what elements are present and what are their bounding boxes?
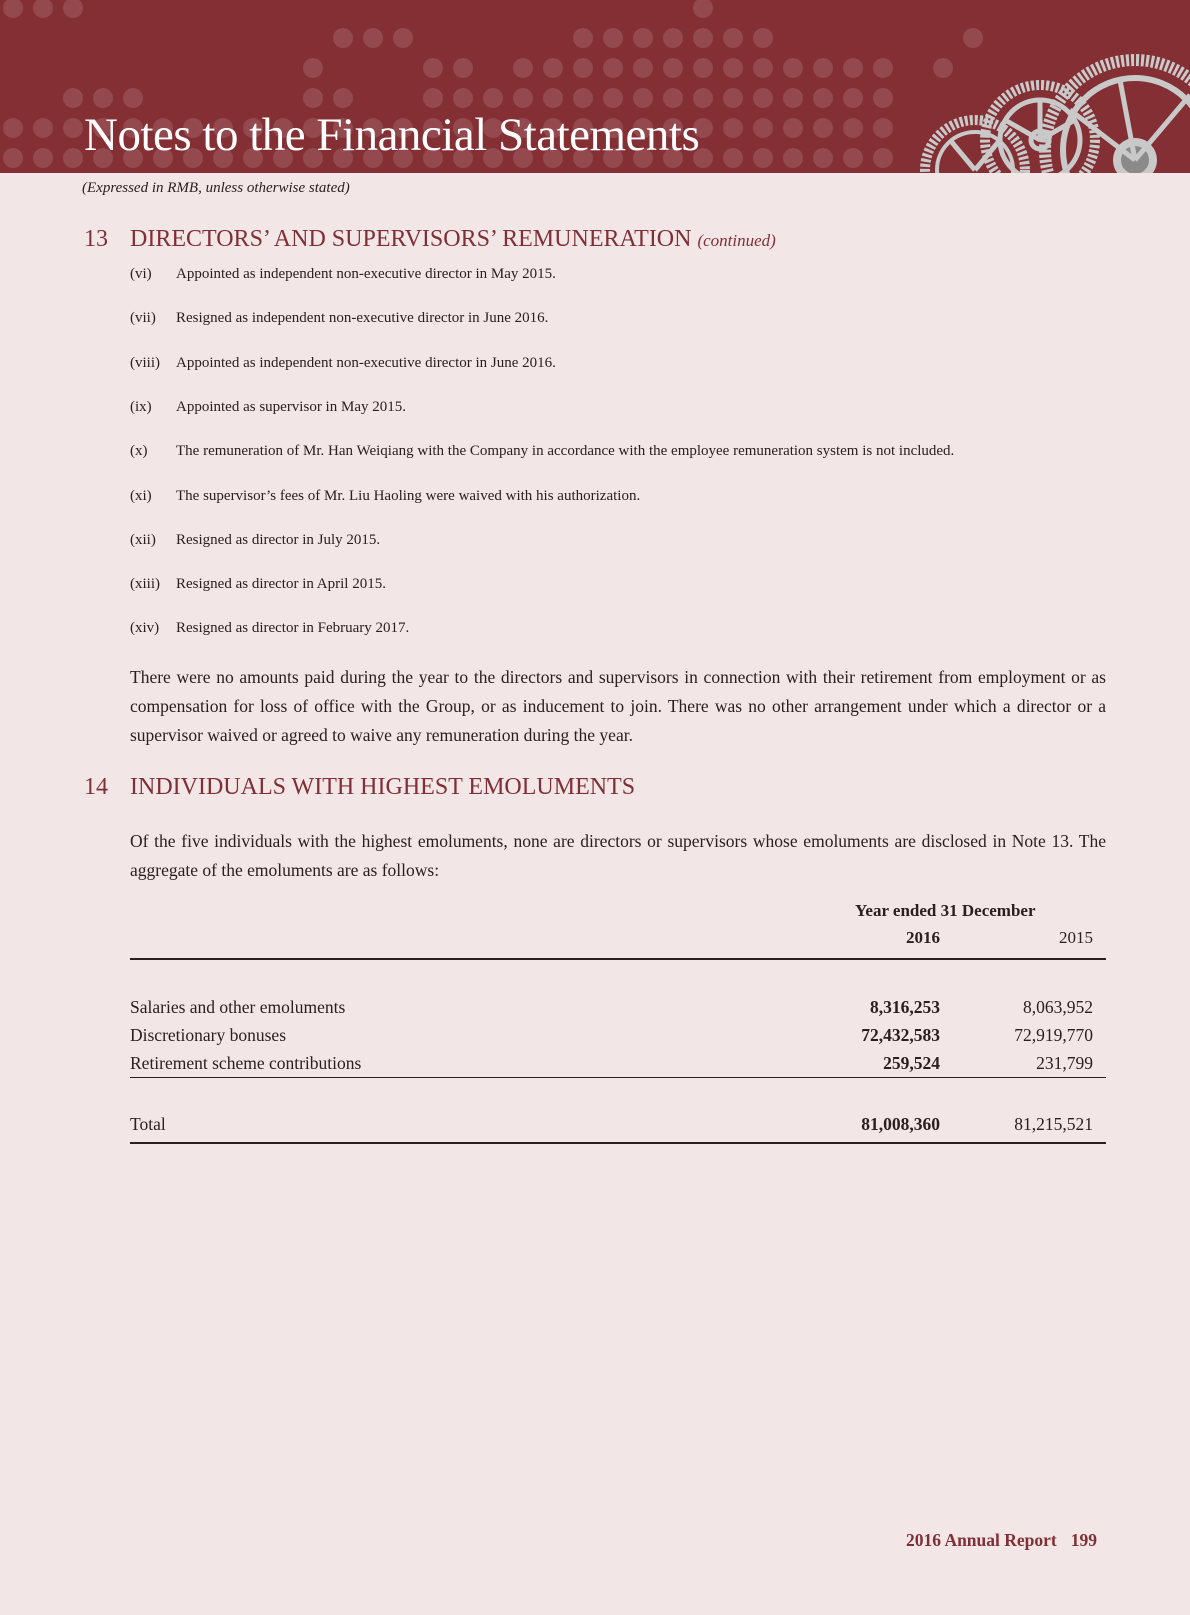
decorative-dot xyxy=(63,0,83,18)
note-marker: (xi) xyxy=(130,487,152,504)
decorative-dot xyxy=(813,88,833,108)
row-label: Total xyxy=(130,1114,166,1134)
note-text: Resigned as independent non-executive director in June 2016. xyxy=(176,310,549,327)
decorative-dot xyxy=(453,58,473,78)
decorative-dot xyxy=(873,118,893,138)
note-text: The remuneration of Mr. Han Weiqiang with the Company in accordance with the employee remuneration system is not included. xyxy=(176,443,955,460)
decorative-dot xyxy=(813,118,833,138)
page-title: Notes to the Financial Statements xyxy=(84,109,700,161)
section-title: INDIVIDUALS WITH HIGHEST EMOLUMENTS xyxy=(130,774,636,800)
decorative-dot xyxy=(333,88,353,108)
decorative-dot xyxy=(723,88,743,108)
decorative-dot xyxy=(873,58,893,78)
decorative-dot xyxy=(603,58,623,78)
section-title: DIRECTORS’ AND SUPERVISORS’ REMUNERATION xyxy=(130,226,692,252)
decorative-dot xyxy=(483,88,503,108)
value-2015: 8,063,952 xyxy=(1023,997,1093,1017)
subtotal-rule xyxy=(130,1077,1106,1078)
total-2016: 81,008,360 xyxy=(861,1114,940,1134)
note-item xyxy=(130,266,556,283)
gears-illustration xyxy=(925,60,1190,173)
decorative-dot xyxy=(693,28,713,48)
row-label: Retirement scheme contributions xyxy=(130,1053,362,1073)
value-2015: 72,919,770 xyxy=(1014,1025,1093,1045)
currency-note: (Expressed in RMB, unless otherwise stated) xyxy=(82,180,350,196)
decorative-dot xyxy=(963,28,983,48)
section-number: 13 xyxy=(84,226,108,252)
decorative-dot xyxy=(933,58,953,78)
section-13-heading xyxy=(84,226,776,253)
note-item xyxy=(130,399,406,416)
decorative-dot xyxy=(423,88,443,108)
decorative-dot xyxy=(453,88,473,108)
value-2015: 231,799 xyxy=(1036,1053,1093,1073)
note-text: Appointed as independent non-executive director in June 2016. xyxy=(176,354,556,371)
decorative-dot xyxy=(723,118,743,138)
decorative-dot xyxy=(753,28,773,48)
decorative-dot xyxy=(513,88,533,108)
decorative-dot xyxy=(753,148,773,168)
note-text: Resigned as director in April 2015. xyxy=(176,576,386,593)
decorative-dot xyxy=(813,58,833,78)
decorative-dot xyxy=(93,88,113,108)
decorative-dot xyxy=(723,58,743,78)
note-marker: (viii) xyxy=(130,354,160,371)
decorative-dot xyxy=(33,148,53,168)
continued-label: (continued) xyxy=(697,231,776,250)
total-2015: 81,215,521 xyxy=(1014,1114,1093,1134)
decorative-dot xyxy=(423,58,443,78)
value-2016: 8,316,253 xyxy=(870,997,940,1017)
decorative-dot xyxy=(723,148,743,168)
note-marker: (vi) xyxy=(130,266,152,282)
note-marker: (xiii) xyxy=(130,576,160,593)
decorative-dot xyxy=(573,88,593,108)
note-item xyxy=(130,620,409,637)
decorative-dot xyxy=(123,88,143,108)
decorative-dot xyxy=(693,58,713,78)
note-text: The supervisor’s fees of Mr. Liu Haoling were waived with his authorization. xyxy=(176,487,641,504)
column-header-2016: 2016 xyxy=(906,928,940,947)
section-14-heading xyxy=(84,774,635,801)
decorative-dot xyxy=(3,0,23,18)
header-banner xyxy=(0,0,1190,173)
note-marker: (ix) xyxy=(130,398,152,415)
column-header-2015: 2015 xyxy=(1059,928,1093,947)
decorative-dot xyxy=(723,28,743,48)
decorative-dot xyxy=(573,58,593,78)
row-label: Salaries and other emoluments xyxy=(130,997,346,1017)
decorative-dot xyxy=(63,148,83,168)
decorative-dot xyxy=(33,118,53,138)
decorative-dot xyxy=(873,148,893,168)
note-item xyxy=(130,355,556,372)
column-group-header: Year ended 31 December xyxy=(855,901,1036,920)
note-item xyxy=(130,576,386,593)
decorative-dot xyxy=(633,58,653,78)
decorative-dot xyxy=(633,28,653,48)
note-text: Appointed as supervisor in May 2015. xyxy=(176,398,406,415)
decorative-dot xyxy=(3,148,23,168)
decorative-dot xyxy=(783,118,803,138)
decorative-dot xyxy=(603,88,623,108)
decorative-dot xyxy=(783,148,803,168)
decorative-dot xyxy=(633,88,653,108)
decorative-dot xyxy=(783,58,803,78)
decorative-dot xyxy=(783,88,803,108)
header-rule xyxy=(130,958,1106,960)
decorative-dot xyxy=(813,148,833,168)
note-item xyxy=(130,443,954,460)
note-text: Appointed as independent non-executive director in May 2015. xyxy=(176,266,556,282)
note-item xyxy=(130,532,380,549)
decorative-dot xyxy=(663,88,683,108)
row-label: Discretionary bonuses xyxy=(130,1025,287,1045)
note-text: Resigned as director in July 2015. xyxy=(176,531,381,548)
decorative-dot xyxy=(603,28,623,48)
section-number: 14 xyxy=(84,774,108,800)
note-marker: (xii) xyxy=(130,531,156,548)
decorative-dot xyxy=(393,28,413,48)
decorative-dot xyxy=(873,88,893,108)
decorative-dot xyxy=(333,28,353,48)
report-name: 2016 Annual Report xyxy=(906,1530,1057,1550)
total-rule xyxy=(130,1142,1106,1144)
decorative-dot xyxy=(693,0,713,18)
decorative-dot xyxy=(543,58,563,78)
decorative-dot xyxy=(753,88,773,108)
decorative-dot xyxy=(753,58,773,78)
note-marker: (xiv) xyxy=(130,620,160,637)
decorative-dot xyxy=(543,88,563,108)
value-2016: 259,524 xyxy=(883,1053,940,1073)
decorative-dot xyxy=(363,28,383,48)
note-marker: (x) xyxy=(130,443,148,460)
decorative-dot xyxy=(753,118,773,138)
note-marker: (vii) xyxy=(130,310,156,327)
decorative-dot xyxy=(303,88,323,108)
decorative-dot xyxy=(843,58,863,78)
section-13-paragraph: There were no amounts paid during the year to the directors and supervisors in connection with their retirement from employment or as compensation for loss of office with the Group, or as inducement to join. There was no other arrangement under which a director or a supervisor waived or agreed to waive any remuneration during the year. xyxy=(130,667,1106,745)
decorative-dot xyxy=(663,58,683,78)
value-2016: 72,432,583 xyxy=(861,1025,940,1045)
note-text: Resigned as director in February 2017. xyxy=(176,620,410,637)
note-item xyxy=(130,488,640,505)
decorative-dot xyxy=(843,88,863,108)
decorative-dot xyxy=(63,118,83,138)
decorative-dot xyxy=(663,28,683,48)
decorative-dot xyxy=(843,148,863,168)
decorative-dot xyxy=(303,58,323,78)
page-number: 199 xyxy=(1070,1530,1097,1550)
page-footer xyxy=(906,1530,1097,1551)
decorative-dot xyxy=(33,0,53,18)
decorative-dot xyxy=(573,28,593,48)
decorative-dot xyxy=(693,88,713,108)
note-item xyxy=(130,310,548,327)
decorative-dot xyxy=(3,118,23,138)
decorative-dot xyxy=(63,88,83,108)
decorative-dot xyxy=(513,58,533,78)
decorative-dot xyxy=(843,118,863,138)
section-14-paragraph: Of the five individuals with the highest emoluments, none are directors or supervisors whose emoluments are disclosed in Note 13. The aggregate of the emoluments are as follows: xyxy=(130,831,1106,880)
